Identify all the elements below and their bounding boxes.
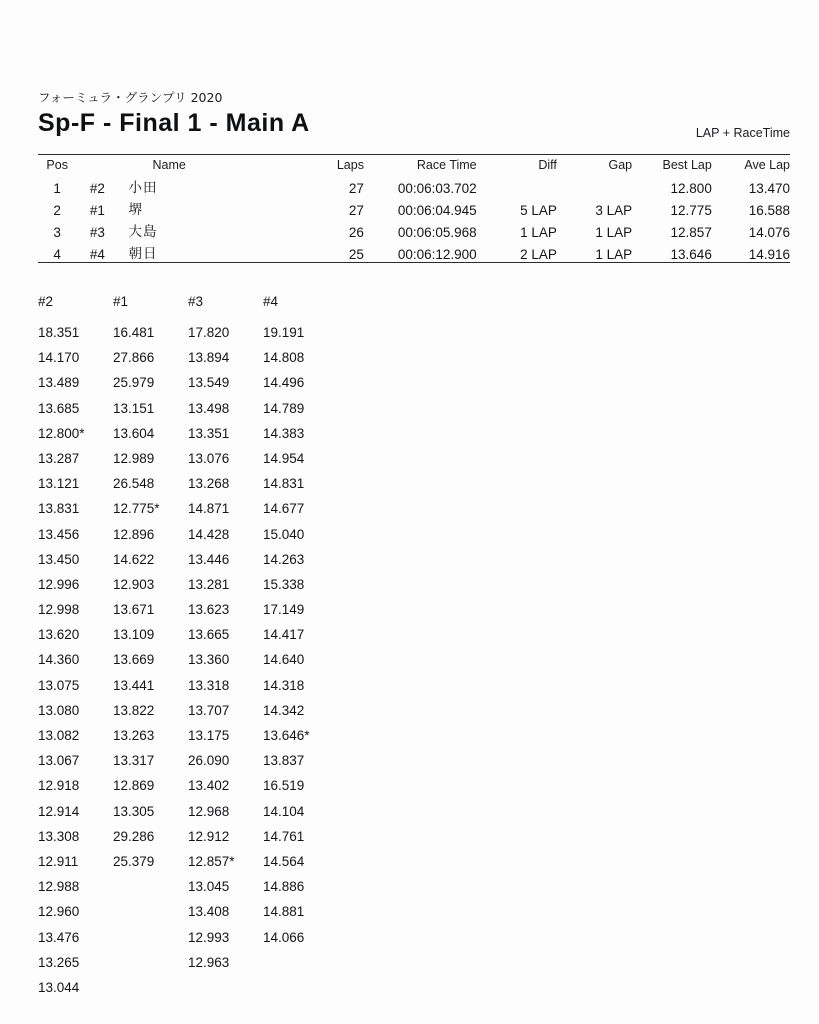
lap-time: 13.446 bbox=[188, 551, 230, 567]
table-row bbox=[38, 175, 790, 197]
lap-time: 13.707 bbox=[188, 702, 230, 718]
lap-time: 13.317 bbox=[113, 753, 155, 769]
lap-time: 14.954 bbox=[263, 450, 305, 466]
lap-time: 13.685 bbox=[38, 400, 80, 416]
lap-time: 12.918 bbox=[38, 778, 80, 794]
lap-time: 12.914 bbox=[38, 803, 80, 819]
lap-time: 13.456 bbox=[38, 526, 80, 542]
lap-time: 13.080 bbox=[38, 702, 80, 718]
cell-ave-lap: 14.916 bbox=[748, 247, 790, 262]
lap-time: 13.308 bbox=[38, 828, 80, 844]
lap-time: 13.082 bbox=[38, 728, 80, 743]
table-row bbox=[38, 197, 790, 219]
lap-time: 13.441 bbox=[113, 677, 155, 693]
lap-time: 14.170 bbox=[38, 350, 80, 366]
cell-gap: 1 LAP bbox=[595, 225, 633, 240]
cell-spacer bbox=[265, 175, 316, 197]
column-header-name: Name bbox=[152, 158, 186, 172]
lap-time: 15.040 bbox=[263, 526, 305, 542]
cell-gap: 1 LAP bbox=[595, 247, 633, 262]
results-table-body bbox=[38, 175, 790, 263]
column-header-race-time: Race Time bbox=[416, 158, 477, 172]
cell-name: 小田 bbox=[128, 180, 158, 196]
lap-time: 13.263 bbox=[113, 728, 155, 743]
table-row bbox=[38, 241, 790, 263]
lap-time: 13.894 bbox=[188, 350, 230, 366]
cell-number: #3 bbox=[89, 225, 105, 240]
lap-time: 13.402 bbox=[188, 778, 230, 794]
cell-gap bbox=[557, 175, 632, 197]
lap-time: 16.519 bbox=[263, 778, 305, 794]
cell-ave-lap: 16.588 bbox=[748, 203, 790, 218]
cell-name: 大島 bbox=[128, 224, 158, 240]
lap-time: 18.351 bbox=[38, 325, 80, 340]
cell-best-lap: 12.775 bbox=[670, 203, 712, 218]
lap-time: 12.800* bbox=[38, 425, 85, 441]
lap-time: 17.149 bbox=[263, 602, 305, 618]
lap-racetime-label: LAP + RaceTime bbox=[695, 126, 790, 140]
cell-number: #1 bbox=[89, 203, 105, 218]
lap-time: 13.075 bbox=[38, 677, 80, 693]
cell-spacer bbox=[265, 241, 316, 263]
lap-time: 13.549 bbox=[188, 375, 230, 391]
lap-time: 14.360 bbox=[38, 652, 80, 668]
cell-pos: 2 bbox=[53, 203, 61, 218]
lap-time: 12.911 bbox=[38, 853, 79, 869]
cell-spacer bbox=[265, 197, 316, 219]
lap-column-4 bbox=[263, 294, 359, 950]
column-header-best-lap: Best Lap bbox=[662, 158, 712, 172]
column-header-diff: Diff bbox=[538, 158, 557, 172]
lap-time: 14.564 bbox=[263, 853, 305, 869]
lap-time: 13.044 bbox=[38, 979, 80, 995]
column-header-ave-lap: Ave Lap bbox=[744, 158, 790, 172]
cell-number: #4 bbox=[89, 247, 105, 262]
column-header-number bbox=[76, 158, 118, 175]
lap-time: 13.669 bbox=[113, 652, 155, 668]
cell-name: 堺 bbox=[128, 202, 144, 218]
lap-time: 12.989 bbox=[113, 450, 155, 466]
cell-race-time: 00:06:05.968 bbox=[397, 225, 477, 240]
lap-time: 13.476 bbox=[38, 929, 80, 945]
cell-diff: 2 LAP bbox=[520, 247, 557, 262]
event-title: フォーミュラ・グランプリ 2020 bbox=[38, 90, 223, 105]
lap-time: 15.338 bbox=[263, 576, 305, 592]
lap-time: 12.988 bbox=[38, 879, 80, 895]
cell-race-time: 00:06:12.900 bbox=[397, 247, 477, 262]
cell-ave-lap: 14.076 bbox=[748, 225, 790, 240]
lap-column-header: #2 bbox=[38, 294, 54, 309]
cell-diff bbox=[477, 175, 557, 197]
lap-time: 13.076 bbox=[188, 450, 230, 466]
document-header bbox=[38, 88, 790, 138]
lap-time: 13.281 bbox=[188, 576, 230, 592]
lap-time: 12.963 bbox=[188, 954, 230, 970]
lap-time: 14.417 bbox=[263, 627, 305, 643]
lap-column-header: #1 bbox=[113, 294, 129, 309]
lap-time: 13.360 bbox=[188, 652, 230, 668]
lap-time: 14.318 bbox=[263, 677, 305, 693]
lap-time: 13.837 bbox=[263, 753, 305, 769]
cell-best-lap: 13.646 bbox=[670, 247, 712, 262]
cell-race-time: 00:06:03.702 bbox=[397, 181, 477, 196]
lap-time: 14.761 bbox=[263, 828, 305, 844]
lap-time: 13.287 bbox=[38, 450, 80, 466]
cell-number: #2 bbox=[89, 181, 105, 196]
cell-race-time: 00:06:04.945 bbox=[397, 203, 477, 218]
lap-time: 26.548 bbox=[113, 476, 155, 492]
lap-time: 12.998 bbox=[38, 602, 80, 618]
lap-time: 13.318 bbox=[188, 677, 230, 693]
column-header-pos: Pos bbox=[46, 158, 68, 172]
lap-time: 14.428 bbox=[188, 526, 230, 542]
lap-time: 13.450 bbox=[38, 551, 80, 567]
lap-time: 12.912 bbox=[188, 828, 230, 844]
lap-time: 14.871 bbox=[188, 501, 230, 517]
lap-time: 13.045 bbox=[188, 879, 230, 895]
lap-time: 13.067 bbox=[38, 753, 80, 769]
lap-time: 13.671 bbox=[113, 602, 155, 618]
lap-time: 14.342 bbox=[263, 702, 305, 718]
cell-gap: 3 LAP bbox=[595, 203, 633, 218]
lap-time: 14.640 bbox=[263, 652, 305, 668]
lap-time: 12.857* bbox=[188, 853, 235, 869]
lap-time: 13.121 bbox=[38, 476, 80, 492]
lap-list bbox=[263, 320, 359, 950]
lap-time: 13.265 bbox=[38, 954, 80, 970]
page-title: Sp-F - Final 1 - Main A bbox=[38, 109, 310, 137]
header-divider-top bbox=[38, 154, 790, 155]
lap-time: 12.968 bbox=[188, 803, 230, 819]
lap-column-header: #3 bbox=[188, 294, 204, 309]
column-header-laps: Laps bbox=[336, 158, 364, 172]
cell-spacer bbox=[265, 219, 316, 241]
cell-laps: 25 bbox=[348, 247, 364, 262]
lap-time: 14.881 bbox=[263, 904, 305, 920]
lap-time: 13.831 bbox=[38, 501, 80, 517]
lap-time: 13.408 bbox=[188, 904, 230, 920]
cell-laps: 26 bbox=[348, 225, 364, 240]
lap-time: 12.996 bbox=[38, 576, 80, 592]
cell-laps: 27 bbox=[348, 203, 364, 218]
lap-time: 12.869 bbox=[113, 778, 155, 794]
column-header-gap: Gap bbox=[608, 158, 633, 172]
lap-time: 14.808 bbox=[263, 350, 305, 366]
cell-diff: 5 LAP bbox=[520, 203, 557, 218]
lap-time: 13.151 bbox=[113, 400, 155, 416]
lap-column-header: #4 bbox=[263, 294, 279, 309]
lap-time: 14.677 bbox=[263, 501, 305, 517]
lap-time: 13.489 bbox=[38, 375, 80, 391]
lap-time: 13.623 bbox=[188, 602, 230, 618]
lap-time: 13.822 bbox=[113, 702, 155, 718]
lap-time: 12.903 bbox=[113, 576, 155, 592]
table-row bbox=[38, 219, 790, 241]
lap-time: 19.191 bbox=[263, 325, 305, 340]
lap-time: 13.351 bbox=[188, 425, 230, 441]
cell-laps: 27 bbox=[348, 181, 364, 196]
lap-time: 14.496 bbox=[263, 375, 305, 391]
lap-time: 27.866 bbox=[113, 350, 155, 366]
cell-pos: 1 bbox=[53, 181, 61, 196]
cell-pos: 4 bbox=[53, 247, 61, 262]
lap-time: 14.104 bbox=[263, 803, 305, 819]
lap-time: 13.604 bbox=[113, 425, 155, 441]
lap-time: 12.775* bbox=[113, 501, 160, 517]
lap-time: 13.109 bbox=[113, 627, 155, 643]
lap-time: 13.620 bbox=[38, 627, 80, 643]
lap-time: 14.066 bbox=[263, 929, 305, 945]
lap-time: 13.305 bbox=[113, 803, 155, 819]
lap-time: 14.263 bbox=[263, 551, 305, 567]
lap-time: 14.383 bbox=[263, 425, 305, 441]
cell-name: 朝日 bbox=[128, 246, 158, 262]
lap-time: 17.820 bbox=[188, 325, 230, 340]
lap-time: 12.896 bbox=[113, 526, 155, 542]
lap-time: 25.979 bbox=[113, 375, 155, 391]
lap-time: 13.175 bbox=[188, 728, 230, 743]
table-header-row bbox=[38, 158, 790, 175]
lap-time: 14.886 bbox=[263, 879, 305, 895]
results-table bbox=[38, 158, 790, 263]
cell-best-lap: 12.800 bbox=[670, 181, 712, 196]
lap-time: 29.286 bbox=[113, 828, 155, 844]
lap-time: 12.993 bbox=[188, 929, 230, 945]
lap-time: 26.090 bbox=[188, 753, 230, 769]
cell-diff: 1 LAP bbox=[520, 225, 557, 240]
lap-time: 16.481 bbox=[113, 325, 155, 340]
lap-time: 14.789 bbox=[263, 400, 305, 416]
lap-time: 13.665 bbox=[188, 627, 230, 643]
column-header-spacer bbox=[265, 158, 316, 175]
cell-ave-lap: 13.470 bbox=[748, 181, 790, 196]
lap-time: 12.960 bbox=[38, 904, 80, 920]
cell-pos: 3 bbox=[53, 225, 61, 240]
lap-time: 14.831 bbox=[263, 476, 305, 492]
lap-time: 14.622 bbox=[113, 551, 155, 567]
lap-time: 25.379 bbox=[113, 853, 155, 869]
cell-best-lap: 12.857 bbox=[670, 225, 712, 240]
lap-time: 13.498 bbox=[188, 400, 230, 416]
lap-time: 13.268 bbox=[188, 476, 230, 492]
lap-time: 13.646* bbox=[263, 728, 310, 743]
